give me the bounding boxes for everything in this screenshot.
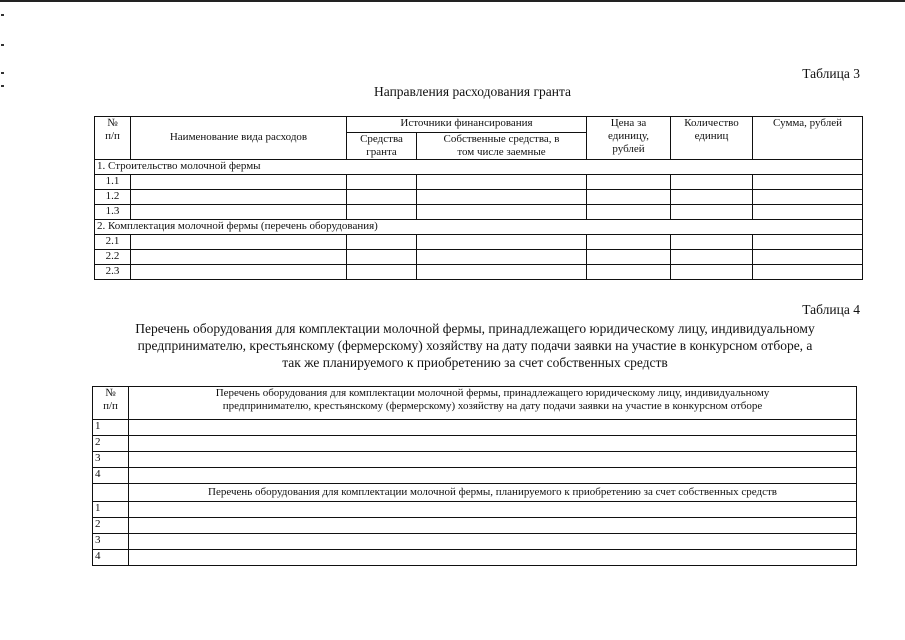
grant-expenses-table (94, 116, 863, 280)
header-own-funds: Собственные средства, в том числе заемные (417, 133, 587, 160)
subheader-row (93, 484, 857, 502)
section-title: 1. Строительство молочной фермы (95, 160, 863, 175)
empty-cell (753, 175, 863, 190)
empty-cell (753, 235, 863, 250)
table-row (95, 265, 863, 280)
row-number: 1.3 (95, 205, 131, 220)
empty-cell (129, 420, 857, 436)
row-number: 3 (93, 452, 129, 468)
row-number: 4 (93, 550, 129, 566)
empty-cell (417, 250, 587, 265)
table-row (93, 550, 857, 566)
empty-cell (753, 190, 863, 205)
row-number: 1 (93, 420, 129, 436)
empty-cell (347, 250, 417, 265)
table-row (95, 235, 863, 250)
header-funding-sources: Источники финансирования (347, 117, 587, 133)
empty-cell (417, 235, 587, 250)
empty-cell (417, 265, 587, 280)
section-row (95, 160, 863, 175)
empty-cell (753, 205, 863, 220)
empty-cell (131, 205, 347, 220)
empty-cell (347, 205, 417, 220)
equipment-list-table (92, 386, 857, 566)
empty-cell (129, 468, 857, 484)
empty-cell (587, 205, 671, 220)
empty-cell (129, 518, 857, 534)
table3-caption: Таблица 3 (802, 66, 860, 81)
table4-title: Перечень оборудования для комплектации молочной фермы, принадлежащего юридическому лицу, индивидуальному предпринимателю, крестьянскому (фермерскому) хозяйству на дату подачи заявки на участие в конкурсном отборе, а так же планируемого к приобретению за счет собственных средств (135, 321, 815, 370)
table-row (93, 468, 857, 484)
empty-cell (671, 250, 753, 265)
table-row (95, 175, 863, 190)
table-row (93, 502, 857, 518)
table4-header-row (93, 387, 857, 420)
empty-cell (129, 550, 857, 566)
empty-cell (93, 484, 129, 502)
empty-cell (417, 205, 587, 220)
table3-header-row (95, 117, 863, 133)
subheader-own-funds: Перечень оборудования для комплектации молочной фермы, планируемого к приобретению за счет собственных средств (129, 484, 857, 502)
empty-cell (347, 190, 417, 205)
empty-cell (347, 235, 417, 250)
empty-cell (129, 502, 857, 518)
header-num: № п/п (95, 117, 131, 160)
row-number: 3 (93, 534, 129, 550)
section-title: 2. Комплектация молочной фермы (перечень оборудования) (95, 220, 863, 235)
section-row (95, 220, 863, 235)
header-quantity: Количество единиц (671, 117, 753, 160)
empty-cell (347, 175, 417, 190)
empty-cell (347, 265, 417, 280)
scan-top-edge (0, 0, 905, 2)
empty-cell (671, 235, 753, 250)
row-number: 2.2 (95, 250, 131, 265)
empty-cell (131, 265, 347, 280)
row-number: 2 (93, 518, 129, 534)
empty-cell (671, 205, 753, 220)
empty-cell (587, 235, 671, 250)
empty-cell (131, 190, 347, 205)
empty-cell (753, 265, 863, 280)
empty-cell (671, 265, 753, 280)
row-number: 2.1 (95, 235, 131, 250)
table-row (95, 190, 863, 205)
row-number: 2 (93, 436, 129, 452)
empty-cell (587, 175, 671, 190)
scan-margin-mark (1, 85, 4, 87)
row-number: 1 (93, 502, 129, 518)
table4-caption: Таблица 4 (802, 302, 860, 317)
empty-cell (587, 265, 671, 280)
table3-title: Направления расходования гранта (374, 84, 572, 99)
empty-cell (753, 250, 863, 265)
empty-cell (129, 534, 857, 550)
header-grant-funds: Средства гранта (347, 133, 417, 160)
header-num: № п/п (93, 387, 129, 420)
table-row (93, 420, 857, 436)
empty-cell (129, 436, 857, 452)
row-number: 1.1 (95, 175, 131, 190)
header-unit-price: Цена за единицу, рублей (587, 117, 671, 160)
empty-cell (417, 175, 587, 190)
table-row (95, 250, 863, 265)
empty-cell (131, 175, 347, 190)
scan-margin-mark (1, 72, 4, 74)
table-row (93, 436, 857, 452)
row-number: 4 (93, 468, 129, 484)
empty-cell (671, 190, 753, 205)
empty-cell (131, 250, 347, 265)
row-number: 1.2 (95, 190, 131, 205)
table-row (93, 518, 857, 534)
empty-cell (417, 190, 587, 205)
empty-cell (587, 190, 671, 205)
scan-margin-mark (1, 14, 4, 16)
table-row (95, 205, 863, 220)
empty-cell (129, 452, 857, 468)
header-expense-name: Наименование вида расходов (131, 117, 347, 160)
table-row (93, 452, 857, 468)
header-equipment-list: Перечень оборудования для комплектации молочной фермы, принадлежащего юридическому лицу, индивидуальному предпринимателю, крестьянскому (фермерскому) хозяйству на дату подачи заявки на участие в конкурсном отборе (129, 387, 857, 420)
header-sum: Сумма, рублей (753, 117, 863, 160)
row-number: 2.3 (95, 265, 131, 280)
empty-cell (671, 175, 753, 190)
scan-margin-mark (1, 44, 4, 46)
empty-cell (587, 250, 671, 265)
table-row (93, 534, 857, 550)
empty-cell (131, 235, 347, 250)
